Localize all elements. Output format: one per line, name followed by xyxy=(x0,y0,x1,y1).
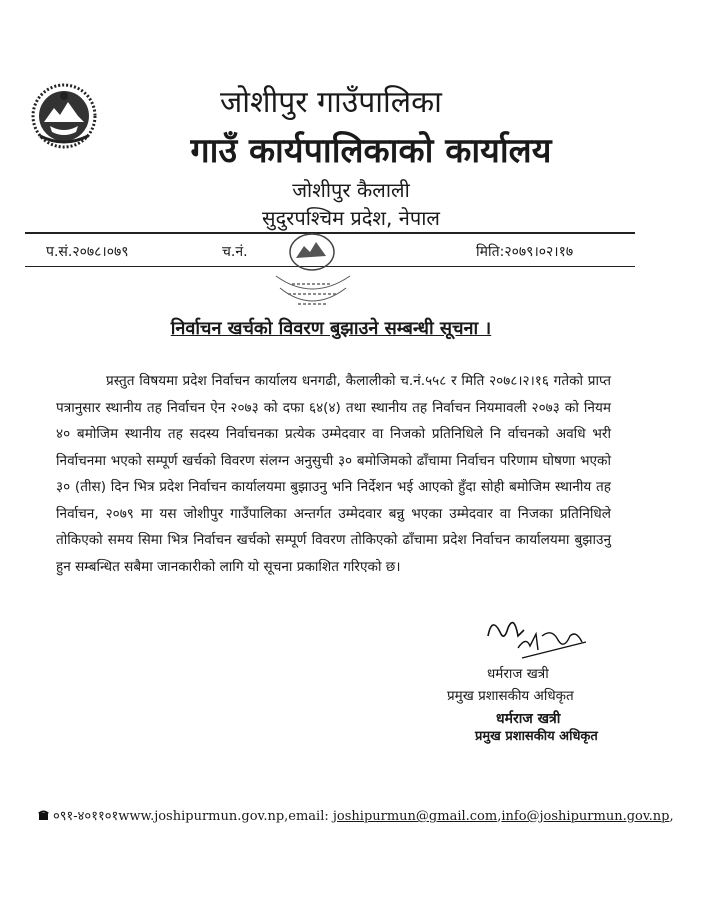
footer-contact xyxy=(38,806,674,824)
footer-phone-website: ०९१-४०११०१www.joshipurmun.gov.np,email: xyxy=(53,809,333,824)
dispatch-number-label: च.नं. xyxy=(222,244,248,260)
letter-date: मिति:२०७९।०२।१७ xyxy=(476,244,574,260)
notice-subject: निर्वाचन खर्चको विवरण बुझाउने सम्बन्धी सूचना । xyxy=(170,318,492,339)
footer-email-link-1[interactable]: joshipurmun@gmail.com xyxy=(332,809,498,824)
office-seal-icon xyxy=(262,222,362,322)
office-name: जोशीपुर गाउँपालिका xyxy=(220,85,442,120)
office-title: गाउँ कार्यपालिकाको कार्यालय xyxy=(190,131,552,171)
stamp-title: प्रमुख प्रशासकीय अधिकृत xyxy=(475,729,598,744)
signatory-name: धर्मराज खत्री xyxy=(487,666,549,682)
signatory-title: प्रमुख प्रशासकीय अधिकृत xyxy=(447,688,574,704)
notice-body: प्रस्तुत विषयमा प्रदेश निर्वाचन कार्यालय धनगढी, कैलालीको च.नं.५५८ र मिति २०७८।२।१६ गतेको प्राप्त पत्रानुसार स्थानीय तह निर्वाचन ऐन २०७३ को दफा ६४(४) तथा स्थानीय तह निर्वाचन नियमावली २०७३ को नियम ४० बमोजिम स्थानीय तह सदस्य निर्वाचनका प्रत्येक उम्मेदवार वा निजको प्रतिनिधिले नि र्वाचनको अवधि भरी निर्वाचनमा भएको सम्पूर्ण खर्चको विवरण संलग्न अनुसुची ३० बमोजिमको ढाँचामा निर्वाचन परिणाम घोषणा भएको ३० (तीस) दिन भित्र प्रदेश निर्वाचन कार्यालयमा बुझाउनु भनि निर्देशन भई आएको हुँदा सोही बमोजिम स्थानीय तह निर्वाचन, २०७९ मा यस जोशीपुर गाउँपालिका अन्तर्गत उम्मेदवार बन्नु भएका उम्मेदवार वा निजका प्रतिनिधिले तोकिएको समय सिमा भित्र निर्वाचन खर्चको सम्पूर्ण विवरण तोकिएको ढाँचामा प्रदेश निर्वाचन कार्यालयमा बुझाउनु हुन सम्बन्धित सबैमा जानकारीको लागि यो सूचना प्रकाशित गरिएको छ। xyxy=(56,373,611,575)
office-province: सुदुरपश्चिम प्रदेश, नेपाल xyxy=(262,206,440,230)
footer-trailing: , xyxy=(669,809,674,824)
phone-icon xyxy=(38,809,49,821)
office-location: जोशीपुर कैलाली xyxy=(292,178,410,202)
footer-separator: , xyxy=(497,809,502,824)
letter-number: प.सं.२०७८।०७९ xyxy=(46,244,129,260)
footer-email-link-2[interactable]: info@joshipurmun.gov.np xyxy=(501,809,670,824)
stamp-name: धर्मराज खत्री xyxy=(496,711,561,727)
